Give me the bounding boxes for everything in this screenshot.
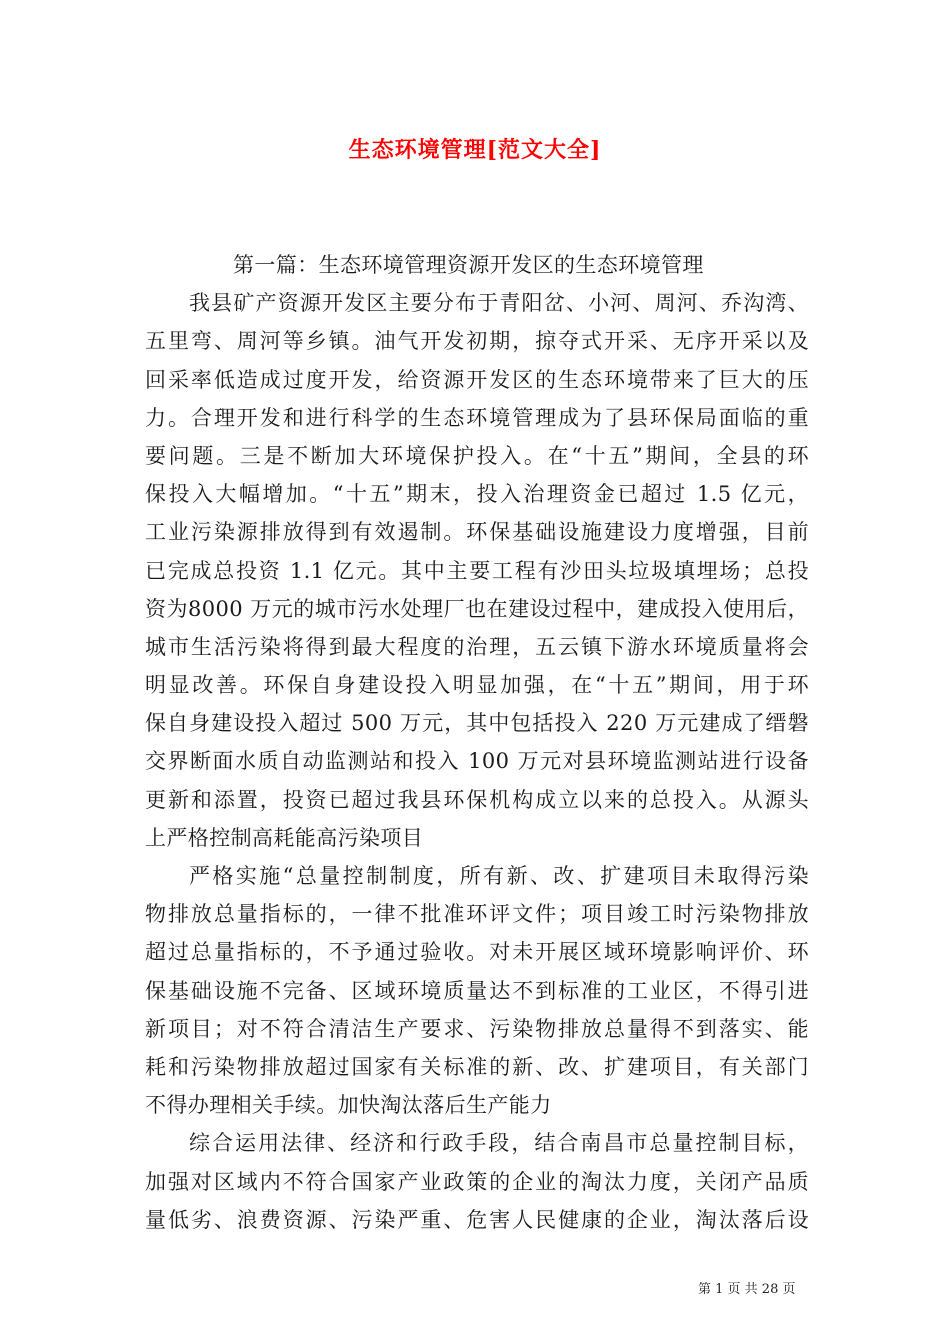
paragraph-line: 资为8000 万元的城市污水处理厂也在建设过程中，建成投入使用后， (145, 596, 809, 621)
paragraph-line: 新项目；对不符合清洁生产要求、污染物排放总量得不到落实、能 (145, 1016, 809, 1041)
paragraph-line: 工业污染源排放得到有效遏制。环保基础设施建设力度增强，目前 (145, 520, 809, 545)
paragraph-line: 回采率低造成过度开发，给资源开发区的生态环境带来了巨大的压 (145, 367, 809, 392)
paragraph-line: 超过总量指标的，不予通过验收。对未开展区域环境影响评价、环 (145, 940, 809, 965)
paragraph-line: 五里弯、周河等乡镇。油气开发初期，掠夺式开采、无序开采以及 (145, 329, 809, 354)
document-body (145, 246, 809, 1239)
paragraph-line: 综合运用法律、经济和行政手段，结合南昌市总量控制目标， (189, 1131, 809, 1156)
paragraph-line: 城市生活污染将得到最大程度的治理，五云镇下游水环境质量将会 (145, 634, 809, 659)
paragraph-line: 要问题。三是不断加大环境保护投入。在“十五”期间，全县的环 (145, 443, 809, 468)
paragraph-line: 保基础设施不完备、区域环境质量达不到标准的工业区，不得引进 (145, 978, 809, 1003)
paragraph-line: 加强对区域内不符合国家产业政策的企业的淘汰力度，关闭产品质 (145, 1169, 809, 1194)
paragraph-line: 物排放总量指标的，一律不批准环评文件；项目竣工时污染物排放 (145, 902, 809, 927)
paragraph-line: 上严格控制高耗能高污染项目 (145, 825, 424, 850)
paragraph-line: 量低劣、浪费资源、污染严重、危害人民健康的企业，淘汰落后设 (145, 1207, 809, 1232)
document-title: 生态环境管理[范文大全] (348, 137, 602, 163)
paragraph-line: 不得办理相关手续。加快淘汰落后生产能力 (145, 1093, 552, 1118)
paragraph-line: 交界断面水质自动监测站和投入 100 万元对县环境监测站进行设备 (145, 749, 809, 774)
paragraph-line: 力。合理开发和进行科学的生态环境管理成为了县环保局面临的重 (145, 405, 809, 430)
paragraph-line: 明显改善。环保自身建设投入明显加强，在“十五”期间，用于环 (145, 673, 809, 698)
page-number: 第 1 页 共 28 页 (698, 1282, 796, 1297)
paragraph-line: 保投入大幅增加。“十五”期末，投入治理资金已超过 1.5 亿元， (145, 482, 809, 507)
paragraph-line: 我县矿产资源开发区主要分布于青阳岔、小河、周河、乔沟湾、 (189, 291, 809, 316)
paragraph-line: 耗和污染物排放超过国家有关标准的新、改、扩建项目，有关部门 (145, 1054, 809, 1079)
paragraph-line: 严格实施“总量控制制度，所有新、改、扩建项目未取得污染 (189, 864, 809, 888)
paragraph-line: 更新和添置，投资已超过我县环保机构成立以来的总投入。从源头 (145, 787, 809, 812)
section-heading: 第一篇：生态环境管理资源开发区的生态环境管理 (233, 253, 704, 277)
paragraph-line: 保自身建设投入超过 500 万元，其中包括投入 220 万元建成了缙磐 (145, 711, 809, 736)
paragraph-line: 已完成总投资 1.1 亿元。其中主要工程有沙田头垃圾填埋场；总投 (145, 558, 809, 583)
